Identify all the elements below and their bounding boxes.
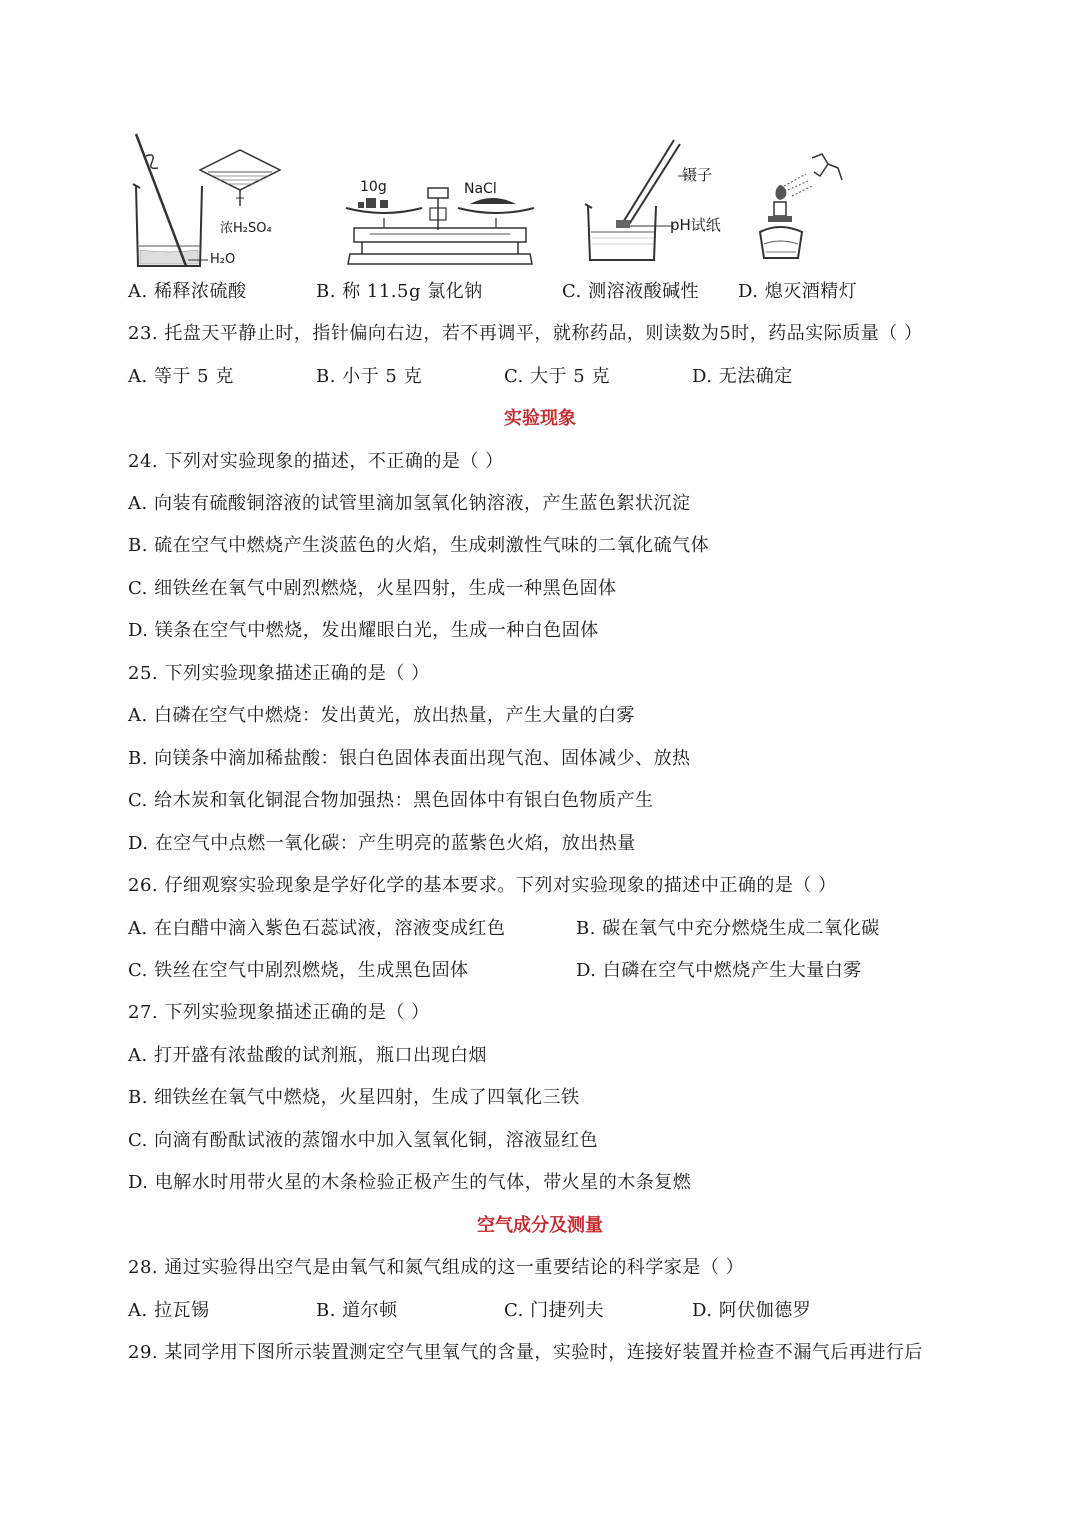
- q23-option-a: A. 等于 5 克: [128, 366, 234, 387]
- section-heading-air: 空气成分及测量: [477, 1215, 603, 1236]
- ph-test-drawing: [582, 134, 702, 269]
- q28-option-b: B. 道尔顿: [316, 1300, 398, 1321]
- weight-label: 10g: [360, 179, 387, 195]
- q28-option-a: A. 拉瓦锡: [128, 1300, 210, 1321]
- figure-ph-test: [582, 134, 721, 269]
- tweezers-label: 镊子: [682, 166, 713, 184]
- dilute-acid-drawing: [128, 128, 288, 273]
- q27-option-a: A. 打开盛有浓盐酸的试剂瓶，瓶口出现白烟: [128, 1045, 487, 1066]
- q26-stem: 26. 仔细观察实验现象是学好化学的基本要求。下列对实验现象的描述中正确的是（ ）: [128, 875, 837, 896]
- q22-option-d: D. 熄灭酒精灯: [738, 281, 858, 302]
- q27-stem: 27. 下列实验现象描述正确的是（ ）: [128, 1002, 430, 1023]
- section-heading-phenomena: 实验现象: [504, 408, 576, 429]
- q25-option-d: D. 在空气中点燃一氧化碳：产生明亮的蓝紫色火焰，放出热量: [128, 833, 636, 854]
- q22-option-a: A. 稀释浓硫酸: [128, 281, 247, 302]
- q23-option-d: D. 无法确定: [692, 366, 793, 387]
- q23-stem: 23. 托盘天平静止时，指针偏向右边，若不再调平，就称药品，则读数为5时，药品实际质量（ ）: [128, 323, 923, 344]
- nacl-label: NaCl: [464, 181, 497, 197]
- figure-alcohol-lamp: [758, 150, 868, 270]
- q26-option-b: B. 碳在氧气中充分燃烧生成二氧化碳: [576, 918, 880, 939]
- q26-option-d: D. 白磷在空气中燃烧产生大量白雾: [576, 960, 862, 981]
- q27-option-b: B. 细铁丝在氧气中燃烧，火星四射，生成了四氧化三铁: [128, 1087, 580, 1108]
- alcohol-lamp-drawing: [758, 150, 868, 270]
- figure-dilute-acid: [128, 128, 288, 273]
- q25-option-a: A. 白磷在空气中燃烧：发出黄光，放出热量，产生大量的白雾: [128, 705, 635, 726]
- q27-option-d: D. 电解水时用带火星的木条检验正极产生的气体，带火星的木条复燃: [128, 1172, 692, 1193]
- q22-option-b: B. 称 11.5g 氯化钠: [316, 281, 483, 302]
- q25-option-b: B. 向镁条中滴加稀盐酸：银白色固体表面出现气泡、固体减少、放热: [128, 748, 691, 769]
- q24-option-d: D. 镁条在空气中燃烧，发出耀眼白光，生成一种白色固体: [128, 620, 599, 641]
- water-label: H₂O: [210, 252, 236, 267]
- q22-option-c: C. 测溶液酸碱性: [562, 281, 700, 302]
- acid-label: 浓H₂SO₄: [220, 221, 272, 236]
- q24-stem: 24. 下列对实验现象的描述，不正确的是（ ）: [128, 451, 504, 472]
- q27-option-c: C. 向滴有酚酞试液的蒸馏水中加入氢氧化铜，溶液显红色: [128, 1130, 599, 1151]
- q26-option-a: A. 在白醋中滴入紫色石蕊试液，溶液变成红色: [128, 918, 506, 939]
- q25-stem: 25. 下列实验现象描述正确的是（ ）: [128, 663, 430, 684]
- q23-option-c: C. 大于 5 克: [504, 366, 610, 387]
- q24-option-b: B. 硫在空气中燃烧产生淡蓝色的火焰，生成刺激性气味的二氧化硫气体: [128, 535, 710, 556]
- q28-option-c: C. 门捷列夫: [504, 1300, 605, 1321]
- ph-paper-label: pH试纸: [670, 216, 721, 234]
- q29-stem: 29. 某同学用下图所示装置测定空气里氧气的含量，实验时，连接好装置并检查不漏气后再进行后: [128, 1342, 923, 1363]
- q28-option-d: D. 阿伏伽德罗: [692, 1300, 812, 1321]
- q24-option-c: C. 细铁丝在氧气中剧烈燃烧，火星四射，生成一种黑色固体: [128, 578, 617, 599]
- q26-option-c: C. 铁丝在空气中剧烈燃烧，生成黑色固体: [128, 960, 469, 981]
- q23-option-b: B. 小于 5 克: [316, 366, 423, 387]
- q28-stem: 28. 通过实验得出空气是由氧气和氮气组成的这一重要结论的科学家是（ ）: [128, 1257, 745, 1278]
- q25-option-c: C. 给木炭和氧化铜混合物加强热：黑色固体中有银白色物质产生: [128, 790, 654, 811]
- figure-balance: [340, 170, 540, 270]
- q24-option-a: A. 向装有硫酸铜溶液的试管里滴加氢氧化钠溶液，产生蓝色絮状沉淀: [128, 493, 691, 514]
